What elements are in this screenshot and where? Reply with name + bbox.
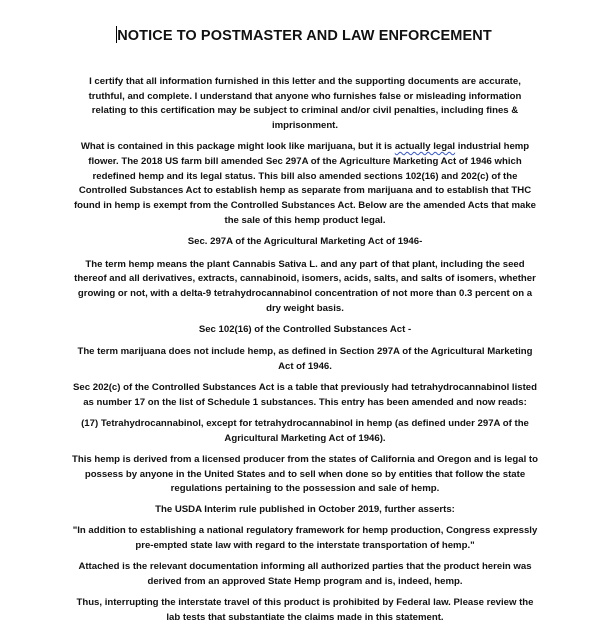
paragraph-attached-documentation: Attached is the relevant documentation informing all authorized parties that the product herein was derived from an approved State Hemp program and is, indeed, hemp.	[78, 561, 532, 587]
paragraph-package-contents: What is contained in this package might look like marijuana, but it is actually legal industrial hemp flower. The 2018 US farm bill amended Sec 297A of the Agriculture Marketing Act of 1946 which redefined hemp and its legal status. This bill also amended sections 102(16) and 202(c) of the Controlled Substances Act to establish hemp as separate from marijuana and to establish that THC found in hemp is exempt from the Controlled Substances Act. Below are the amended Acts that make the sale of this hemp product legal.	[73, 141, 536, 226]
paragraph-licensed-producer: This hemp is derived from a licensed producer from the states of California and Oregon and is legal to possess by anyone in the United States and to sell when done so by entities that follow the state regulations pertaining to the possession and sale of hemp.	[72, 453, 538, 495]
spellcheck-highlight: actually legal	[394, 141, 456, 153]
paragraph-hemp-definition: The term hemp means the plant Cannabis Sativa L. and any part of that plant, including the seed thereof and all derivatives, extracts, cannabinoid, isomers, acids, salts, and salts of isomers, whether growing or not, with a delta-9 tetrahydrocannabinol concentration of not more than 0.3 percent on a dry weight basis.	[74, 258, 536, 314]
heading-sec-102-16: Sec 102(16) of the Controlled Substances Act -	[198, 323, 412, 335]
paragraph-quote: "In addition to establishing a national regulatory framework for hemp production, Congress expressly pre-empted state law with regard to the interstate transportation of hemp."	[72, 525, 538, 552]
paragraph-item-17: (17) Tetrahydrocannabinol, except for tetrahydrocannabinol in hemp (as defined under 297A of the Agricultural Marketing Act of 1946).	[81, 418, 529, 444]
paragraph-usda-rule: The USDA Interim rule published in October 2019, further asserts:	[155, 504, 455, 516]
paragraph-conclusion: Thus, interrupting the interstate travel of this product is prohibited by Federal law. Please review the lab tests that substantiate the claims made in this statement.	[76, 597, 534, 623]
document-title-text: NOTICE TO POSTMASTER AND LAW ENFORCEMENT	[117, 28, 492, 44]
paragraph-marijuana-definition: The term marijuana does not include hemp, as defined in Section 297A of the Agricultural Marketing Act of 1946.	[77, 346, 533, 373]
heading-sec-297a: Sec. 297A of the Agricultural Marketing Act of 1946-	[187, 235, 423, 247]
paragraph-certification: I certify that all information furnished in this letter and the supporting documents are accurate, truthful, and complete. I understand that anyone who furnishes false or misleading information relating to this certification may be subject to criminal and/or civil penalties, including fines & imprisonment.	[88, 76, 522, 132]
document-title	[0, 26, 608, 46]
document-body	[70, 75, 540, 632]
paragraph-sec-202c: Sec 202(c) of the Controlled Substances Act is a table that previously had tetrahydrocannabinol listed as number 17 on the list of Schedule 1 substances. This entry has been amended and now reads:	[73, 382, 537, 408]
